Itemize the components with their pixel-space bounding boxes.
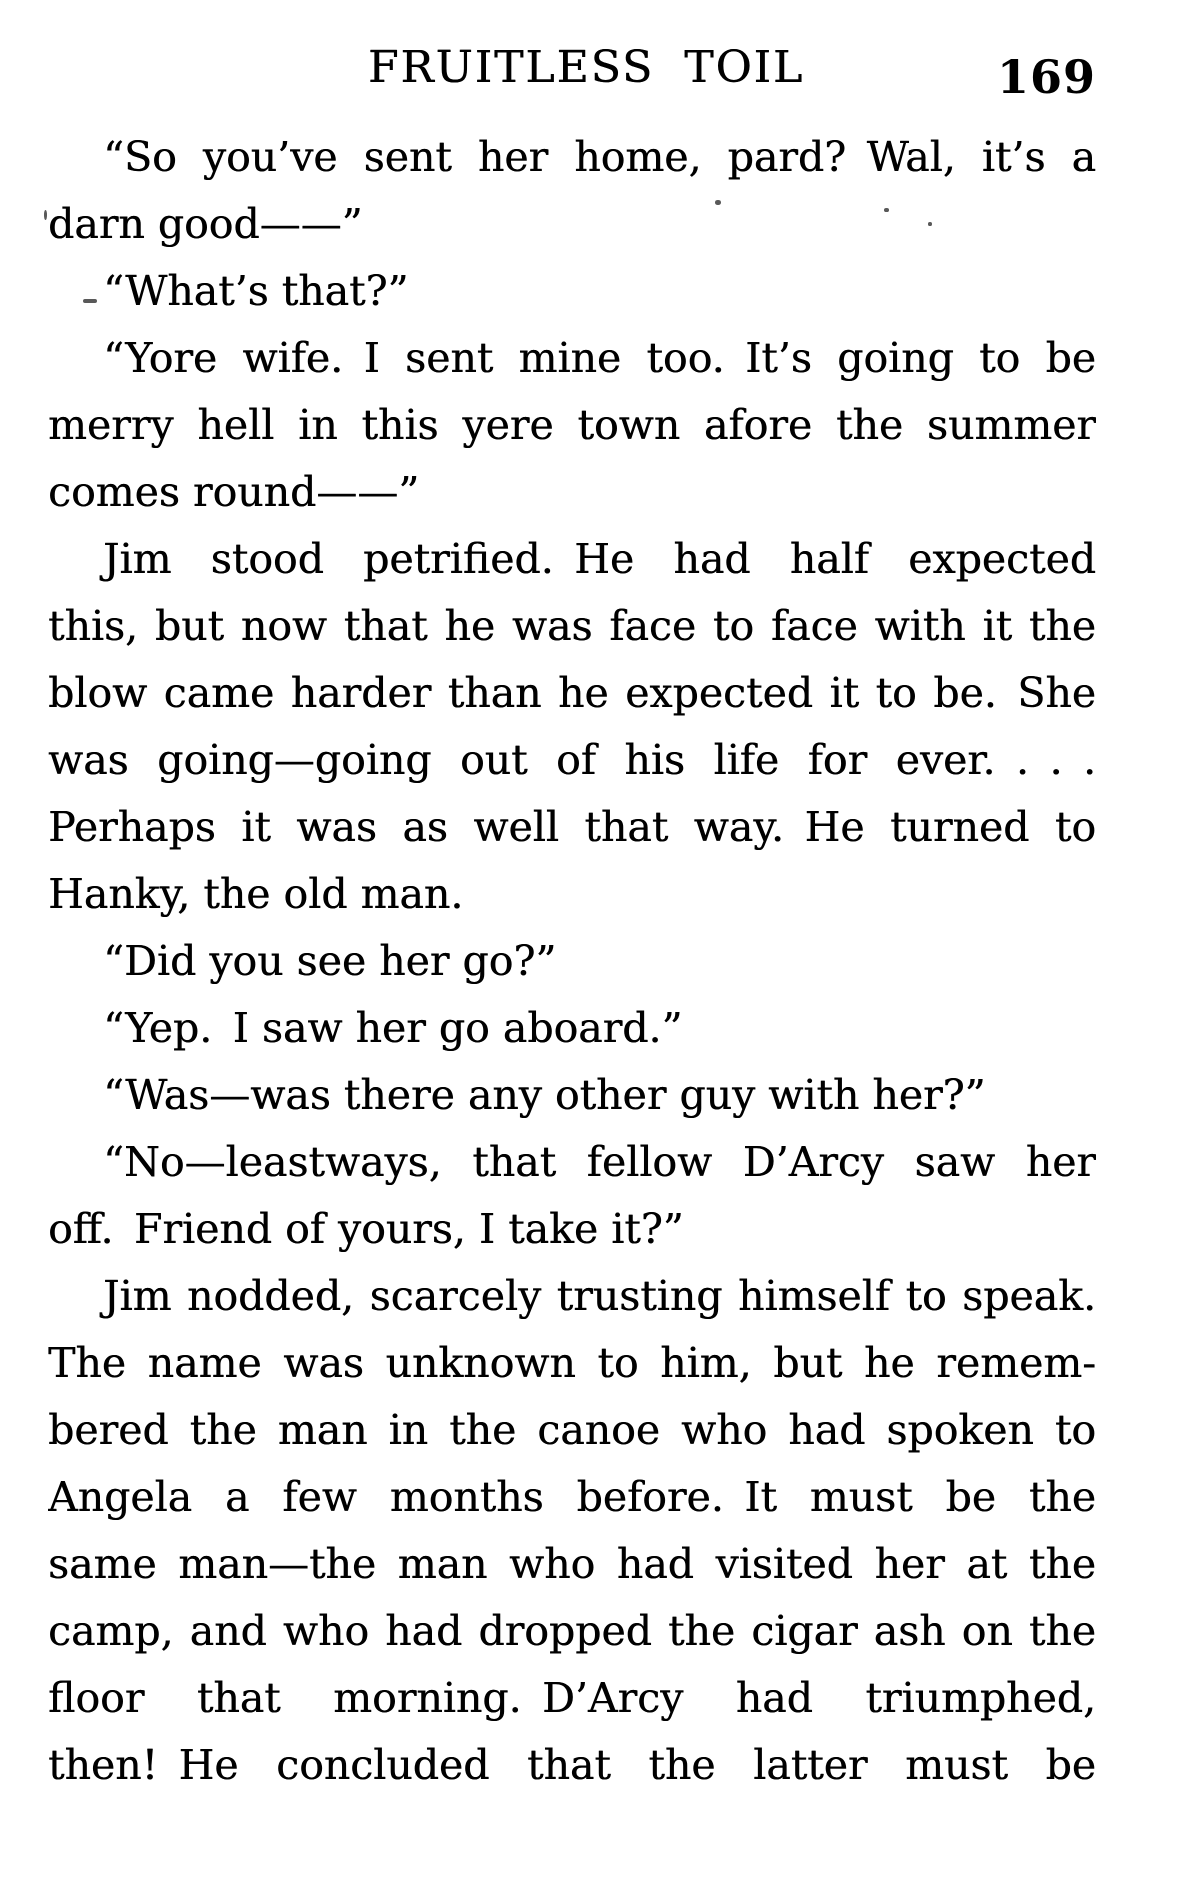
chapter-title: FRUITLESS TOIL	[367, 42, 805, 93]
page-body-text	[48, 124, 1096, 1799]
text-line: “Yep. I saw her go aboard.”	[103, 1004, 683, 1052]
text-line: merry hell in this yere town afore the summer	[48, 401, 1096, 449]
text-line: The name was unknown to him, but he remem-	[48, 1339, 1096, 1387]
running-header	[48, 40, 1096, 104]
text-line: floor that morning. D’Arcy had triumphed,	[48, 1674, 1096, 1722]
text-line: same man—the man who had visited her at the	[48, 1540, 1096, 1588]
page-number: 169	[996, 50, 1096, 104]
text-line: “Did you see her go?”	[103, 937, 557, 985]
text-line: blow came harder than he expected it to be. She	[48, 669, 1096, 717]
scan-speck	[44, 210, 47, 220]
text-line: bered the man in the canoe who had spoken to	[48, 1406, 1096, 1454]
text-line: “Yore wife. I sent mine too. It’s going to be	[103, 334, 1096, 382]
text-line: was going—going out of his life for ever. . . .	[48, 736, 1096, 784]
text-line: darn good——”	[48, 200, 363, 248]
text-line: Angela a few months before. It must be the	[48, 1473, 1096, 1521]
text-line: Hanky, the old man.	[48, 870, 464, 918]
text-line: camp, and who had dropped the cigar ash on the	[48, 1607, 1096, 1655]
scan-speck	[928, 222, 932, 226]
text-line: comes round——”	[48, 468, 420, 516]
text-line: Perhaps it was as well that way. He turned to	[48, 803, 1096, 851]
text-line: this, but now that he was face to face with it the	[48, 602, 1096, 650]
scan-speck	[715, 200, 721, 205]
scan-speck	[83, 299, 97, 303]
text-line: then! He concluded that the latter must be	[48, 1741, 1096, 1789]
text-line: “What’s that?”	[103, 267, 409, 315]
scan-speck	[884, 208, 889, 212]
text-line: “No—leastways, that fellow D’Arcy saw her	[103, 1138, 1096, 1186]
text-line: off. Friend of yours, I take it?”	[48, 1205, 684, 1253]
text-line: Jim stood petrified. He had half expected	[103, 535, 1096, 583]
text-line: “So you’ve sent her home, pard? Wal, it’s a	[103, 133, 1096, 181]
text-line: Jim nodded, scarcely trusting himself to speak.	[103, 1272, 1096, 1320]
text-line: “Was—was there any other guy with her?”	[103, 1071, 986, 1119]
